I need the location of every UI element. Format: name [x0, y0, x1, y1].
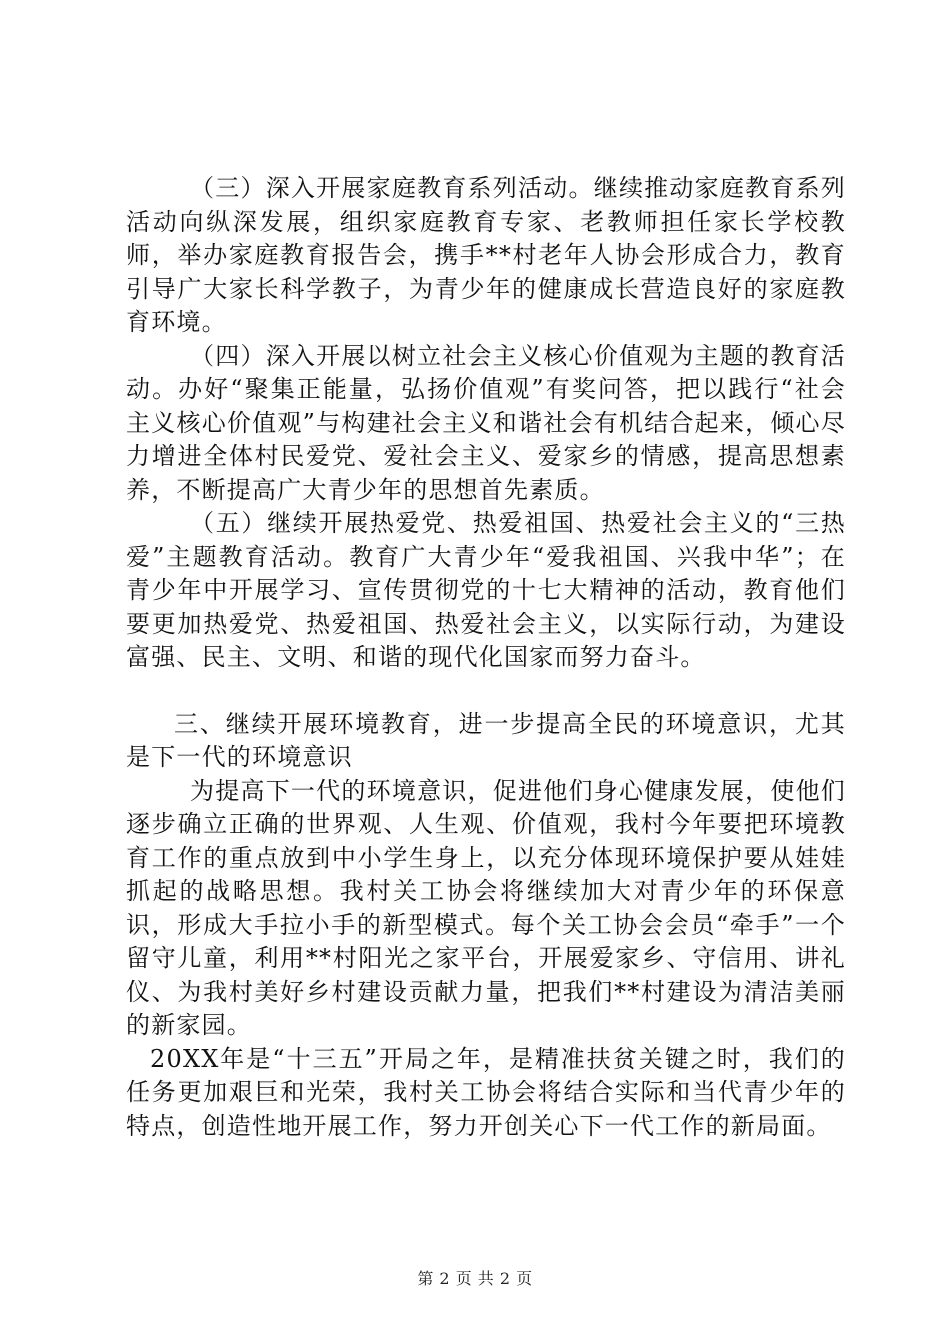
document-body — [126, 172, 846, 1143]
paragraph-family-education: （三）深入开展家庭教育系列活动。继续推动家庭教育系列活动向纵深发展，组织家庭教育专家、老教师担任家长学校教师，举办家庭教育报告会，携手**村老年人协会形成合力，教育引导广大家长科学教子，为青少年的健康成长营造良好的家庭教育环境。 — [126, 174, 846, 336]
paragraph-gap — [126, 675, 846, 708]
paragraph-environment-education: 为提高下一代的环境意识，促进他们身心健康发展，使他们逐步确立正确的世界观、人生观、价值观，我村今年要把环境教育工作的重点放到中小学生身上，以充分体现环境保护要从娃娃抓起的战略思想。我村关工协会将继续加大对青少年的环保意识，形成大手拉小手的新型模式。每个关工协会会员“牵手”一个留守儿童，利用**村阳光之家平台，开展爱家乡、守信用、讲礼仪、为我村美好乡村建设贡献力量，把我们**村建设为清洁美丽的新家园。 — [126, 776, 846, 1039]
section-heading-environment: 三、继续开展环境教育，进一步提高全民的环境意识，尤其是下一代的环境意识 — [126, 709, 846, 771]
paragraph-core-values: （四）深入开展以树立社会主义核心价值观为主题的教育活动。办好“聚集正能量，弘扬价值观”有奖问答，把以践行“社会主义核心价值观”与构建社会主义和谐社会有机结合起来，倾心尽力增进全体村民爱党、爱社会主义、爱家乡的情感，提高思想素养，不断提高广大青少年的思想首先素质。 — [126, 341, 846, 504]
paragraph-three-loves: （五）继续开展热爱党、热爱祖国、热爱社会主义的“三热爱”主题教育活动。教育广大青少年“爱我祖国、兴我中华”；在青少年中开展学习、宣传贯彻党的十七大精神的活动，教育他们要更加热爱党、热爱祖国、热爱社会主义，以实际行动，为建设富强、民主、文明、和谐的现代化国家而努力奋斗。 — [126, 509, 846, 671]
page-number-footer: 第 2 页 共 2 页 — [417, 1269, 533, 1288]
paragraph-conclusion: 20XX年是“十三五”开局之年，是精准扶贫关键之时，我们的任务更加艰巨和光荣，我村关工协会将结合实际和当代青少年的特点，创造性地开展工作，努力开创关心下一代工作的新局面。 — [126, 1044, 846, 1140]
